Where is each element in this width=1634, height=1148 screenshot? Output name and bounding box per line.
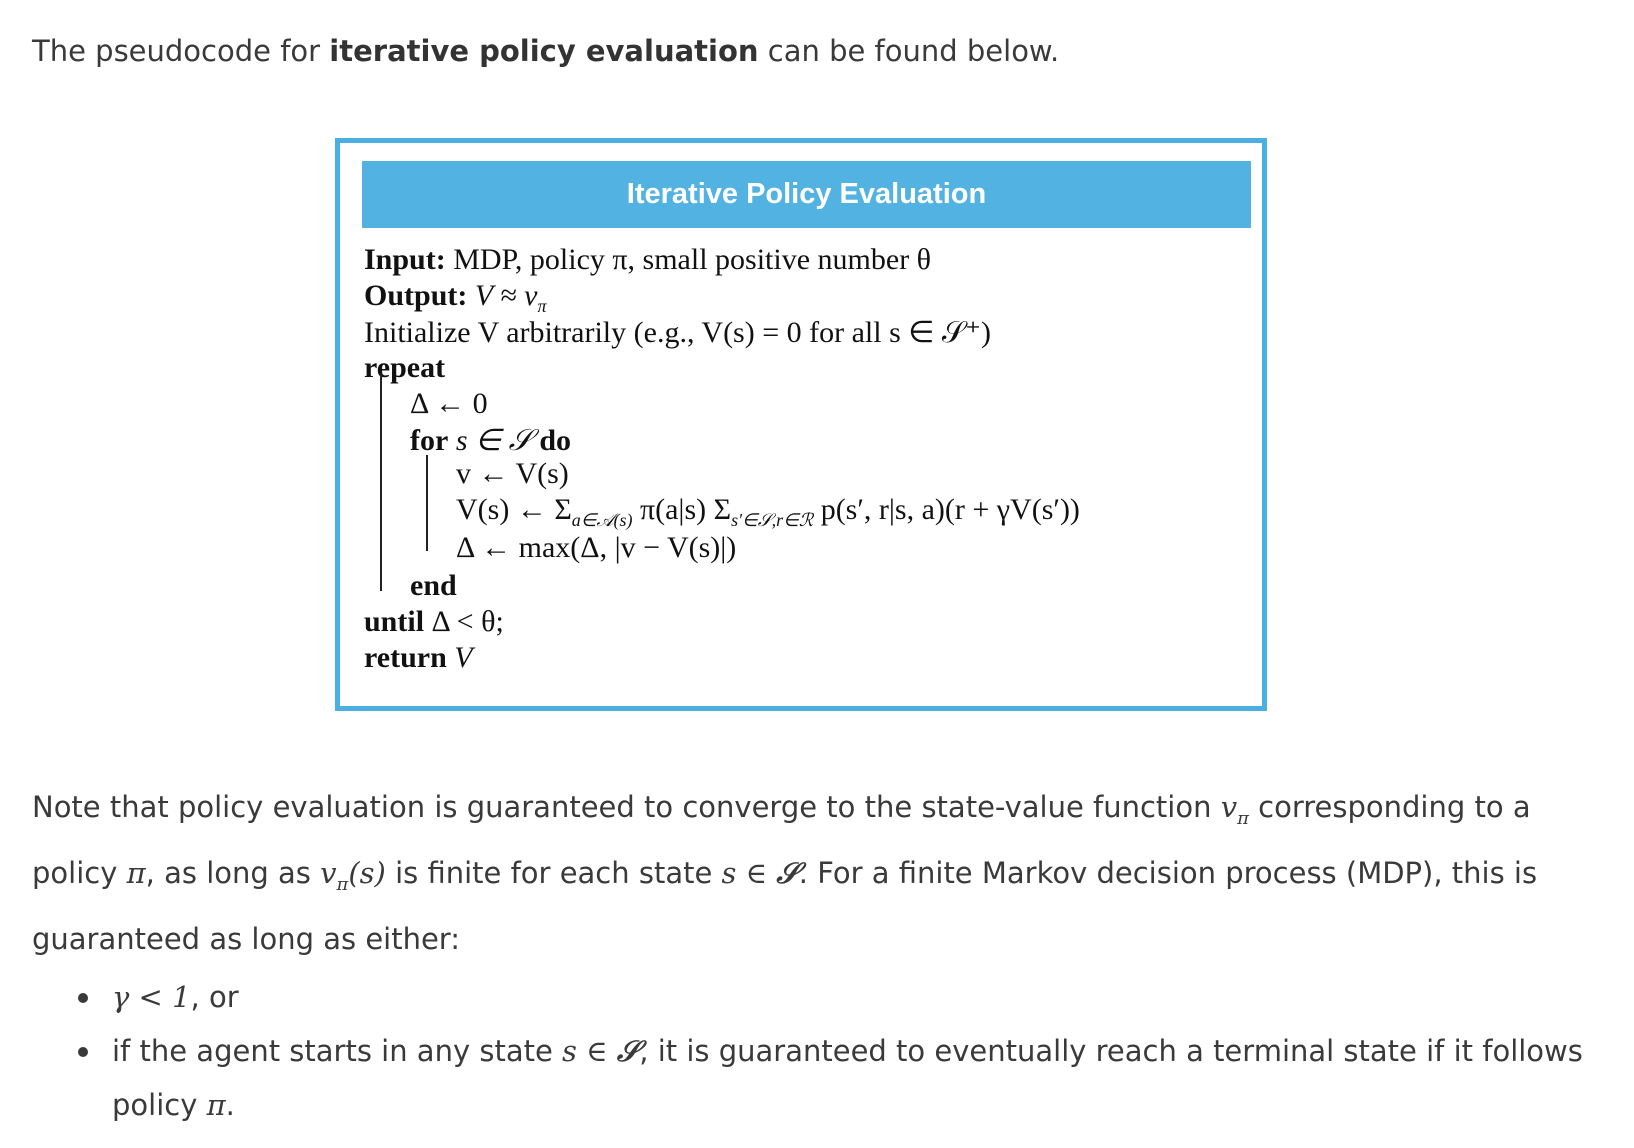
bullet-2-math-S: 𝒮 (616, 1034, 640, 1068)
intro-text-after: can be found below. (758, 34, 1060, 68)
for-condition: s ∈ 𝒮 (448, 424, 540, 457)
input-text: MDP, policy π, small positive number θ (445, 243, 932, 276)
bullet-2-text-a: if the agent starts in any state (112, 1034, 563, 1068)
intro-text-before: The pseudocode for (32, 34, 330, 68)
bullet-2-text-b: , it is guaranteed to eventually reach a terminal state if it follows policy (112, 1034, 1583, 1122)
note-math-v2: v (320, 855, 337, 890)
note-math-v: v (1220, 790, 1238, 824)
bullet-2-math: s ∈ (562, 1034, 617, 1068)
note-math-pi: π (126, 855, 146, 890)
list-item (60, 1024, 1600, 1132)
update-part-b: π(a|s) Σ (632, 493, 732, 526)
algo-return-line (364, 641, 473, 675)
output-keyword: Output: (364, 279, 468, 312)
for-block-rule (426, 455, 428, 551)
intro-bold-term: iterative policy evaluation (329, 34, 759, 68)
algo-v-assign-line: v ← V(s) (456, 457, 569, 490)
note-paragraph (32, 780, 1602, 966)
note-math-v2-arg: (s) (348, 855, 386, 890)
note-math-S: 𝒮 (776, 855, 799, 890)
note-math-v2-sub: π (336, 873, 349, 895)
algo-end-line (410, 569, 457, 603)
repeat-block-rule (380, 373, 382, 591)
algorithm-box (335, 138, 1267, 711)
algo-init-line: Initialize V arbitrarily (e.g., V(s) = 0 for all s ∈ 𝒮⁺) (364, 316, 991, 349)
note-text-4: is finite for each state (385, 855, 722, 890)
algo-delta-update-line: Δ ← max(Δ, |v − V(s)|) (456, 531, 737, 564)
input-keyword: Input: (364, 243, 446, 276)
note-math-s: s ∈ (721, 855, 777, 890)
update-subscript-a: a∈𝒜(s) (571, 510, 633, 530)
return-value: V (446, 641, 473, 674)
algo-update-line (456, 493, 1080, 531)
bullet-1-text: , or (190, 980, 239, 1014)
repeat-keyword: repeat (364, 351, 446, 384)
algo-input-line (364, 243, 931, 277)
algo-output-line (364, 279, 546, 317)
note-math-v-sub: π (1237, 807, 1249, 829)
until-condition: Δ < θ; (424, 605, 504, 638)
update-subscript-b: s′∈𝒮,r∈ℛ (731, 510, 814, 530)
note-text-1: Note that policy evaluation is guaranteed to converge to the state-value function (32, 790, 1221, 824)
bullet-2-text-c: . (225, 1088, 235, 1122)
intro-paragraph (32, 24, 1602, 78)
conditions-list (60, 970, 1600, 1132)
algo-for-line (410, 423, 571, 458)
update-part-c: p(s′, r|s, a)(r + γV(s′)) (813, 493, 1080, 526)
output-subscript: π (537, 296, 547, 316)
until-keyword: until (364, 605, 425, 638)
algo-until-line (364, 605, 504, 639)
note-text-5: . For a finite Markov decision process (MDP), this is guaranteed as long as either: (32, 855, 1538, 956)
do-keyword: do (539, 424, 572, 457)
bullet-2-math-pi: π (206, 1088, 226, 1122)
note-text-2: corresponding to a policy (32, 790, 1531, 890)
algo-delta-init-line: Δ ← 0 (410, 387, 488, 420)
update-part-a: V(s) ← Σ (456, 493, 572, 526)
note-text-3: , as long as (145, 855, 321, 890)
end-keyword: end (410, 569, 457, 602)
for-keyword: for (410, 424, 449, 457)
bullet-1-math: γ < 1 (112, 980, 191, 1014)
list-item (60, 970, 1600, 1024)
return-keyword: return (364, 641, 447, 674)
algorithm-title: Iterative Policy Evaluation (362, 161, 1251, 228)
algo-repeat-line (364, 351, 445, 385)
output-text: V ≈ v (467, 279, 538, 312)
